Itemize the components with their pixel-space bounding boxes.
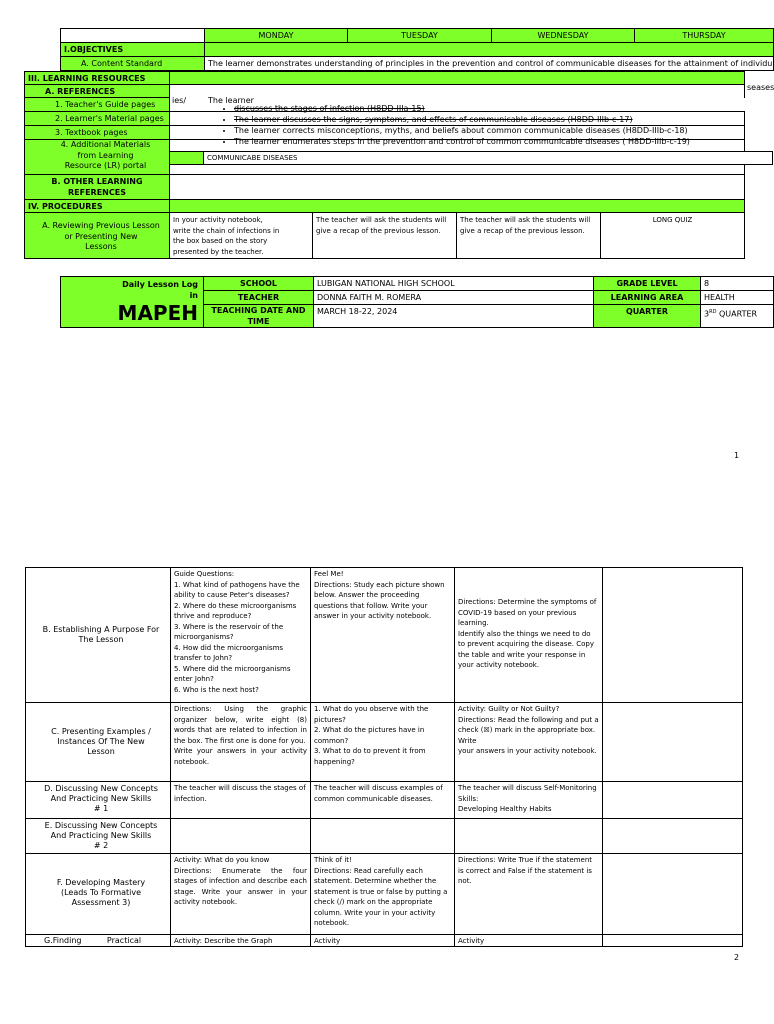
row-d-tuesday: The teacher will discuss examples of common communicable diseases.: [310, 781, 455, 819]
ref-row-line: [169, 125, 745, 140]
row-e-tuesday: [310, 818, 455, 854]
competency-item: • discusses the stages of infection (H8DD-IIIa-15): [234, 103, 745, 114]
row-label-discussing-concepts-2: E. Discussing New Concepts And Practicing New Skills # 2: [25, 818, 171, 854]
learning-area-value: HEALTH: [700, 290, 774, 305]
teaching-date-value: MARCH 18-22, 2024: [313, 304, 594, 328]
row-e-thursday: [602, 818, 743, 854]
quarter-number: 3: [704, 309, 710, 319]
row-g-tuesday: Activity: [310, 934, 455, 947]
day-header-monday: MONDAY: [204, 28, 348, 43]
objectives-heading: I.OBJECTIVES: [60, 42, 205, 57]
row-g-wednesday: Activity: [454, 934, 603, 947]
row-label-establishing-purpose: B. Establishing A Purpose For The Lesson: [25, 567, 171, 703]
day-header-wednesday: WEDNESDAY: [491, 28, 635, 43]
row-e-wednesday: [454, 818, 603, 854]
other-refs-value: [169, 174, 745, 200]
row-g-monday: Activity: Describe the Graph: [170, 934, 311, 947]
row-label-discussing-concepts-1: D. Discussing New Concepts And Practicing New Skills # 1: [25, 781, 171, 819]
reviewing-previous-lesson-label: A. Reviewing Previous Lesson or Presenting New Lessons: [24, 212, 170, 259]
row-d-wednesday: The teacher will discuss Self-Monitoring Skills: Developing Healthy Habits: [454, 781, 603, 819]
other-learning-references: B. OTHER LEARNING REFERENCES: [24, 174, 170, 200]
day-header-thursday: THURSDAY: [634, 28, 774, 43]
references-line: [169, 84, 745, 98]
row-c-monday: Directions: Using the graphic organizer below, write eight (8) words that are related to infection in the box. The first one is done for you. Write your answers in your activity notebook.: [170, 702, 311, 782]
school-value: LUBIGAN NATIONAL HIGH SCHOOL: [313, 276, 594, 291]
teacher-value: DONNA FAITH M. ROMERA: [313, 290, 594, 305]
row-b-thursday: [602, 567, 743, 703]
reviewing-thursday: LONG QUIZ: [600, 212, 745, 259]
learning-resources-bar: [169, 71, 745, 85]
ref-item-4-line: from Learning: [77, 150, 134, 160]
quarter-word: QUARTER: [716, 309, 758, 319]
ref-item-additional-materials: [24, 139, 170, 175]
quarter-label: QUARTER: [593, 304, 701, 328]
competencies-peek: ies/: [172, 96, 187, 105]
row-c-wednesday: Activity: Guilty or Not Guilty? Directions: Read the following and put a check (☒) mark in the appropriate box. Write your answers in your activity notebook.: [454, 702, 603, 782]
content-standard-text: The learner demonstrates understanding of principles in the prevention and control of communicable diseases for the attainment of individu: [204, 56, 774, 71]
the-learner-text: The learner: [208, 96, 254, 105]
row-d-monday: The teacher will discuss the stages of infection.: [170, 781, 311, 819]
quarter-value: [700, 304, 774, 328]
communicable-diseases-cell: COMMUNICABE DISEASES: [203, 151, 773, 165]
row-e-monday: [170, 818, 311, 854]
reviewing-monday: In your activity notebook, write the chain of infections in the box based on the story presented by the teacher.: [169, 212, 313, 259]
row-f-monday: Activity: What do you know Directions: Enumerate the four stages of infection and describe each stage. Write your answer in your activity notebook.: [170, 853, 311, 935]
dll-title: Daily Lesson Log: [122, 280, 198, 289]
ref-item-textbook: 3. Textbook pages: [24, 125, 170, 140]
competency-item: • The learner discusses the signs, symptoms, and effects of communicable diseases (H8DD-IIIb-c-17): [234, 114, 745, 125]
ref-item-4-line: Resource (LR) portal: [64, 161, 147, 170]
row-label-finding-practical: G.Finding Practical: [25, 934, 171, 947]
row-b-wednesday: Directions: Determine the symptoms of COVID-19 based on your previous learning. Identify also the things we need to do to prevent acquiring the disease. Copy the table and write your response in your activity notebook.: [454, 567, 603, 703]
lr-portal-green: [169, 151, 204, 165]
reviewing-tuesday: The teacher will ask the students will give a recap of the previous lesson.: [312, 212, 457, 259]
ref-row-line: [169, 111, 745, 126]
ref-item-teachers-guide: 1. Teacher's Guide pages: [24, 97, 170, 112]
dll-title-block: [60, 276, 204, 328]
grade-level-label: GRADE LEVEL: [593, 276, 701, 291]
page-number-1: 1: [734, 451, 740, 460]
school-label: SCHOOL: [203, 276, 314, 291]
references-heading: A. REFERENCES: [24, 84, 170, 98]
ref-item-learners-material: 2. Learner's Material pages: [24, 111, 170, 126]
procedures-bar: [169, 199, 745, 213]
quarter-ordinal: RD: [709, 309, 717, 315]
row-g-thursday: [602, 934, 743, 947]
learning-resources-heading: III. LEARNING RESOURCES: [24, 71, 170, 85]
grade-level-value: 8: [700, 276, 774, 291]
row-c-thursday: [602, 702, 743, 782]
ref-item-4-line: 4. Additional Materials: [60, 140, 151, 149]
row-d-thursday: [602, 781, 743, 819]
row-b-tuesday: Feel Me! Directions: Study each picture shown below. Answer the proceeding questions that follow. Write your answer in your activity notebook.: [310, 567, 455, 703]
learning-area-label: LEARNING AREA: [593, 290, 701, 305]
content-standard-label: A. Content Standard: [60, 56, 205, 71]
row-label-developing-mastery: F. Developing Mastery (Leads To Formative Assessment 3): [25, 853, 171, 935]
day-header-tuesday: TUESDAY: [347, 28, 492, 43]
competency-item: • The learner corrects misconceptions, myths, and beliefs about common communicable diseases (H8DD-IIIb-c-18): [234, 125, 745, 136]
row-label-presenting-examples: C. Presenting Examples / Instances Of The New Lesson: [25, 702, 171, 782]
row-f-wednesday: Directions: Write True if the statement is correct and False if the statement is not.: [454, 853, 603, 935]
row-c-tuesday: 1. What do you observe with the pictures? 2. What do the pictures have in common? 3. What to do to prevent it from happening?: [310, 702, 455, 782]
seases-peek: seases: [747, 83, 774, 92]
day-header-blank: [60, 28, 205, 43]
row-f-tuesday: Think of it! Directions: Read carefully each statement. Determine whether the statement is true or false by putting a check (/) mark on the appropriate column. Write your in your activity notebook.: [310, 853, 455, 935]
row-f-thursday: [602, 853, 743, 935]
procedures-heading: IV. PROCEDURES: [24, 199, 170, 213]
reviewing-wednesday: The teacher will ask the students will give a recap of the previous lesson.: [456, 212, 601, 259]
objectives-bar: [204, 42, 774, 57]
row-b-monday: Guide Questions: 1. What kind of pathogens have the ability to cause Peter's diseases? 2. Where do these microorganisms thrive and reproduce? 3. Where is the reservoir of the microorganisms? 4. How did the microorganisms transfer to John? 5. Where did the microorganisms enter John? 6. Who is the next host?: [170, 567, 311, 703]
dll-in: in: [189, 291, 198, 300]
competency-item: • The learner enumerates steps in the prevention and control of common communicable diseases ( H8DD-IIIb-c-19): [234, 136, 745, 147]
page-number-2: 2: [734, 953, 740, 962]
teaching-date-label: TEACHING DATE AND TIME: [203, 304, 314, 328]
teacher-label: TEACHER: [203, 290, 314, 305]
mapeh-title: MAPEH: [117, 301, 198, 325]
